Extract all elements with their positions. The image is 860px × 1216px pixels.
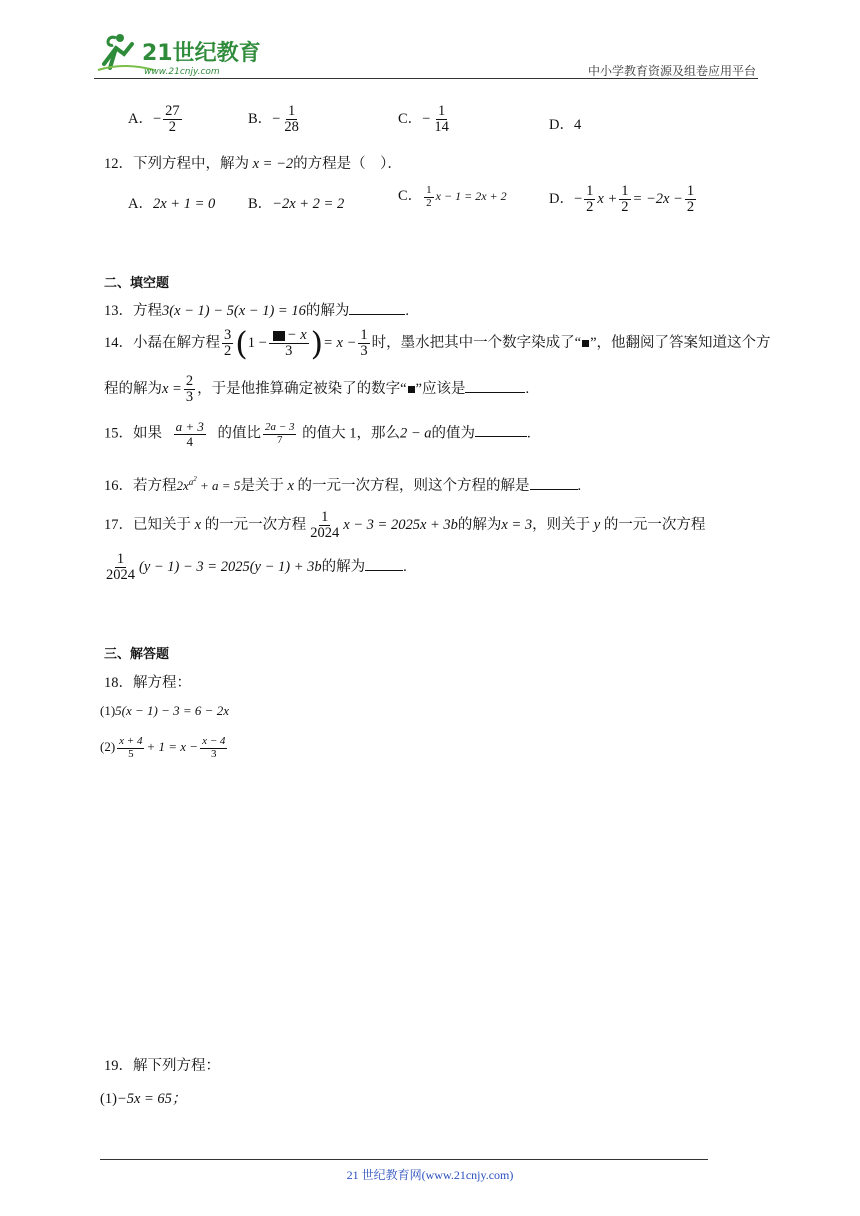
q11-option-d: D．4 bbox=[549, 117, 582, 133]
q15-answer-blank[interactable] bbox=[475, 422, 527, 437]
q11-option-b: B．− $\frac{1}{28}$ bbox=[248, 103, 299, 136]
ink-blot-icon bbox=[582, 340, 589, 347]
platform-name: 中小学教育资源及组卷应用平台 bbox=[587, 64, 756, 78]
svg-text:21世纪教育: 21世纪教育 bbox=[142, 41, 261, 66]
q12-option-b: B．−2x + 2 = 2 bbox=[248, 196, 345, 212]
q12-stem: 12．下列方程中，解为 x = −2的方程是（ ）． bbox=[104, 156, 402, 172]
q17-line2: $\frac{1}{2024}$ (y − 1) − 3 = 2025(y − 1) + 3b的解为 . bbox=[106, 551, 407, 584]
q12-option-c: C． $\frac{1}{2}$ x − 1 = 2x + 2 bbox=[398, 184, 507, 209]
logo bbox=[94, 30, 264, 78]
footer-link[interactable]: 21 世纪教育网(www.21cnjy.com) bbox=[346, 1168, 514, 1182]
q14-line2: 程的解为x = $\frac{2}{3}$ ，于是他推算确定被染了的数字“ ”应该是 . bbox=[104, 373, 530, 406]
q11-option-c: C．− $\frac{1}{14}$ bbox=[398, 103, 449, 136]
q14-answer-blank[interactable] bbox=[465, 378, 525, 393]
section-solve-title: 三、解答题 bbox=[104, 647, 170, 662]
footer-divider bbox=[100, 1159, 708, 1160]
q17-answer-blank[interactable] bbox=[365, 556, 403, 571]
q12-option-d: D．− $\frac{1}{2}$ x + $\frac{1}{2}$ = −2x − $\frac{1}{2}$ bbox=[549, 183, 695, 216]
svg-text:www.21cnjy.com: www.21cnjy.com bbox=[144, 67, 220, 77]
header-divider bbox=[94, 78, 758, 79]
q13: 13．方程3(x − 1) − 5(x − 1) = 16的解为 . bbox=[104, 299, 409, 320]
q13-answer-blank[interactable] bbox=[349, 300, 405, 315]
q18-stem: 18．解方程： bbox=[104, 675, 191, 691]
q11-option-a: A．− $\frac{27}{2}$ bbox=[128, 103, 180, 136]
ink-blot-icon bbox=[273, 331, 285, 341]
ink-blot-icon bbox=[408, 386, 415, 393]
q14-line1: 14．小磊在解方程 $\frac{3}{2}$ (1 − $\frac{- x}{3}$ )= x − $\frac{1}{3}$ 时，墨水把其中一个数字染成了“ ”，他翻阅了答案知道这个方 bbox=[104, 324, 771, 363]
q16: 16．若方程$2x^{a^2} + a = 5$是关于 x 的一元一次方程，则这个方程的解是 . bbox=[104, 474, 582, 494]
q19-stem: 19．解下列方程： bbox=[104, 1058, 220, 1074]
q18-part1: (1)5(x − 1) − 3 = 6 − 2x bbox=[100, 703, 229, 718]
q17-line1: 17．已知关于 x 的一元一次方程 $\frac{1}{2024}$ x − 3 = 2025x + 3b的解为x = 3，则关于 y 的一元一次方程 bbox=[104, 509, 706, 542]
section-fill-in-title: 二、填空题 bbox=[104, 276, 170, 291]
q19-part1: (1)−5x = 65； bbox=[100, 1091, 187, 1107]
q16-answer-blank[interactable] bbox=[530, 475, 578, 490]
q15: 15．如果 $\frac{a + 3}{4}$ 的值比 $\frac{2a - 3}{7}$ 的值大 1，那么2 − a的值为 . bbox=[104, 419, 531, 449]
q12-option-a: A．2x + 1 = 0 bbox=[128, 196, 216, 212]
q18-part2: (2) $\frac{x + 4}{5}$ + 1 = x − $\frac{x - 4}{3}$ bbox=[100, 735, 226, 760]
